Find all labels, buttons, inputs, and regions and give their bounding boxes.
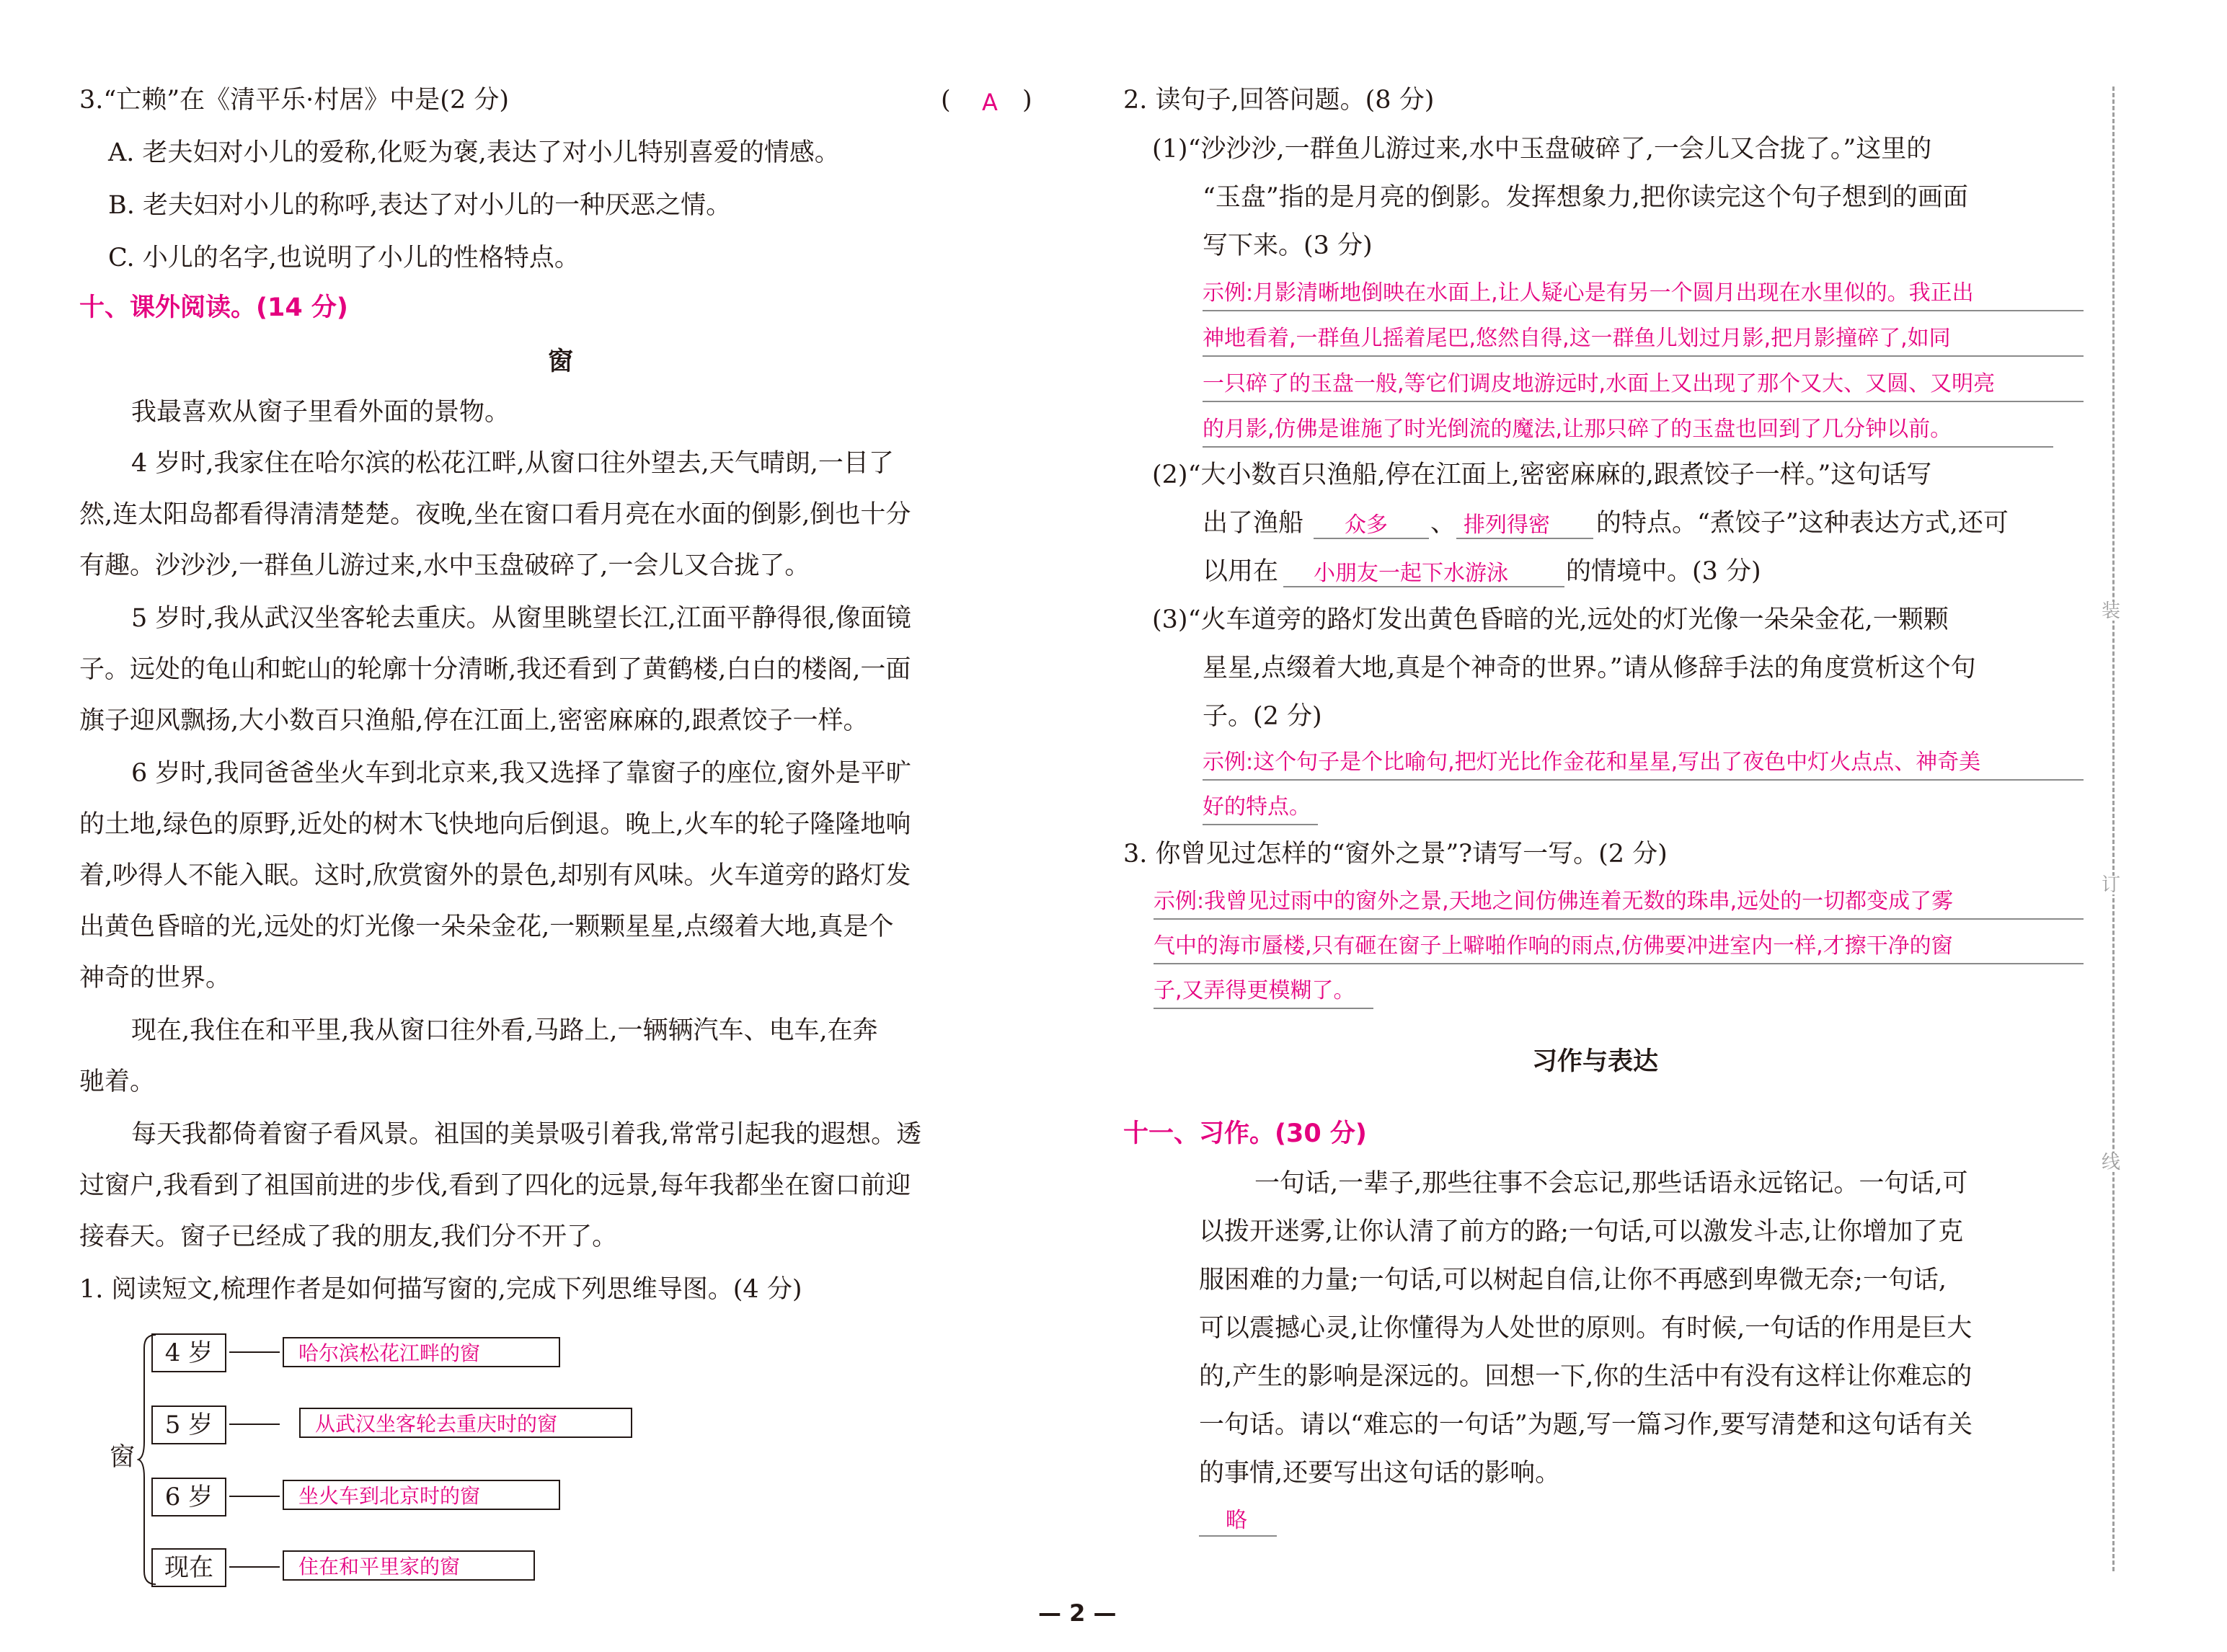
q2-2-line: 的情境中。(3 分) bbox=[1566, 557, 1761, 586]
mind-map-age-box: 4 岁 bbox=[151, 1333, 226, 1372]
essay-line: 服困难的力量;一句话,可以树起自信,让你不再感到卑微无奈;一句话, bbox=[1199, 1266, 1947, 1294]
q3-option-b: B. 老夫妇对小儿的称呼,表达了对小儿的一种厌恶之情。 bbox=[108, 191, 732, 220]
mind-map-connector bbox=[229, 1351, 280, 1353]
q3-paren-close: ) bbox=[1022, 86, 1032, 115]
q2-1-answer-line: 示例:月影清晰地倒映在水面上,让人疑心是有另一个圆月出现在水里似的。我正出 bbox=[1203, 280, 1974, 306]
binding-mark: 订 bbox=[2102, 874, 2121, 896]
binding-mark: 线 bbox=[2102, 1152, 2121, 1173]
passage-line: 有趣。沙沙沙,一群鱼儿游过来,水中玉盘破碎了,一会儿又合拢了。 bbox=[79, 551, 810, 580]
answer-rule bbox=[1203, 779, 2084, 781]
q2-title: 2. 读句子,回答问题。(8 分) bbox=[1123, 86, 1435, 115]
mind-map-age-box: 5 岁 bbox=[151, 1405, 226, 1444]
q2-2-blank-1: 众多 bbox=[1345, 512, 1388, 538]
q3-paren-open: ( bbox=[941, 86, 951, 115]
q3-option-c: C. 小儿的名字,也说明了小儿的性格特点。 bbox=[108, 244, 580, 272]
blank-underline bbox=[1456, 538, 1593, 539]
essay-line: 一句话,一辈子,那些往事不会忘记,那些话语永远铭记。一句话,可 bbox=[1254, 1169, 1968, 1198]
passage-line: 驰着。 bbox=[79, 1067, 156, 1096]
mind-map-connector bbox=[229, 1496, 280, 1497]
passage-line: 4 岁时,我家住在哈尔滨的松花江畔,从窗口往外望去,天气晴朗,一目了 bbox=[131, 449, 894, 478]
passage-line: 出黄色昏暗的光,远处的灯光像一朵朵金花,一颗颗星星,点缀着大地,真是个 bbox=[79, 912, 894, 941]
mind-map-answer: 住在和平里家的窗 bbox=[283, 1550, 535, 1581]
mind-map-answer: 从武汉坐客轮去重庆时的窗 bbox=[299, 1408, 632, 1438]
q2-1-line: (1)“沙沙沙,一群鱼儿游过来,水中玉盘破碎了,一会儿又合拢了。”这里的 bbox=[1152, 135, 1932, 164]
section-11-heading: 十一、习作。(30 分) bbox=[1123, 1119, 1367, 1148]
mind-map-age-box: 现在 bbox=[151, 1548, 226, 1587]
q2-1-line: 写下来。(3 分) bbox=[1203, 231, 1373, 260]
essay-line: 的事情,还要写出这句话的影响。 bbox=[1199, 1459, 1561, 1488]
page-number: — 2 — bbox=[1038, 1599, 1117, 1627]
essay-answer: 略 bbox=[1226, 1508, 1247, 1533]
answer-rule bbox=[1203, 446, 2053, 448]
q2-3-line: 子。(2 分) bbox=[1203, 702, 1322, 731]
q3-right-answer-line: 子,又弄得更模糊了。 bbox=[1154, 978, 1355, 1003]
blank-underline bbox=[1314, 538, 1429, 539]
q3-right-answer-line: 示例:我曾见过雨中的窗外之景,天地之间仿佛连着无数的珠串,远处的一切都变成了雾 bbox=[1154, 889, 1954, 914]
mind-map-connector bbox=[229, 1424, 280, 1425]
essay-line: 以拨开迷雾,让你认清了前方的路;一句话,可以激发斗志,让你增加了克 bbox=[1199, 1217, 1964, 1246]
q3-option-a: A. 老夫妇对小儿的爱称,化贬为褒,表达了对小儿特别喜爱的情感。 bbox=[108, 138, 840, 167]
passage-line: 每天我都倚着窗子看风景。祖国的美景吸引着我,常常引起我的遐想。透 bbox=[131, 1120, 922, 1149]
answer-rule bbox=[1154, 918, 2084, 920]
answer-rule bbox=[1203, 824, 1318, 825]
mind-map-age-box: 6 岁 bbox=[151, 1478, 226, 1516]
passage-line: 过窗户,我看到了祖国前进的步伐,看到了四化的远景,每年我都坐在窗口前迎 bbox=[79, 1171, 911, 1200]
q2-3-answer-line: 示例:这个句子是个比喻句,把灯光比作金花和星星,写出了夜色中灯火点点、神奇美 bbox=[1203, 750, 1981, 775]
essay-line: 一句话。请以“难忘的一句话”为题,写一篇习作,要写清楚和这句话有关 bbox=[1199, 1411, 1973, 1439]
binding-dashed-line bbox=[2112, 86, 2115, 1571]
passage-line: 现在,我住在和平里,我从窗口往外看,马路上,一辆辆汽车、电车,在奔 bbox=[131, 1016, 878, 1045]
mind-map-connector bbox=[229, 1566, 280, 1568]
binding-mark: 装 bbox=[2102, 600, 2121, 622]
passage-line: 子。远处的龟山和蛇山的轮廓十分清晰,我还看到了黄鹤楼,白白的楼阁,一面 bbox=[79, 655, 911, 684]
q2-2-blank-2: 排列得密 bbox=[1464, 512, 1550, 538]
q2-2-line: 出了渔船 bbox=[1203, 509, 1304, 538]
q1-title: 1. 阅读短文,梳理作者是如何描写窗的,完成下列思维导图。(4 分) bbox=[79, 1275, 802, 1304]
passage-line: 6 岁时,我同爸爸坐火车到北京来,我又选择了靠窗子的座位,窗外是平旷 bbox=[131, 759, 911, 788]
q2-2-separator: 、 bbox=[1430, 509, 1456, 538]
passage-line: 5 岁时,我从武汉坐客轮去重庆。从窗里眺望长江,江面平静得很,像面镜 bbox=[131, 604, 911, 633]
q2-1-answer-line: 的月影,仿佛是谁施了时光倒流的魔法,让那只碎了的玉盘也回到了几分钟以前。 bbox=[1203, 417, 1952, 442]
section-10-heading: 十、课外阅读。(14 分) bbox=[79, 293, 348, 322]
essay-line: 可以震撼心灵,让你懂得为人处世的原则。有时候,一句话的作用是巨大 bbox=[1199, 1314, 1973, 1343]
mind-map-answer: 坐火车到北京时的窗 bbox=[283, 1480, 560, 1510]
passage-line: 着,吵得人不能入眠。这时,欣赏窗外的景色,却别有风味。火车道旁的路灯发 bbox=[79, 861, 911, 890]
answer-rule bbox=[1203, 310, 2084, 311]
answer-rule bbox=[1203, 401, 2084, 402]
essay-line: 的,产生的影响是深远的。回想一下,你的生活中有没有这样让你难忘的 bbox=[1199, 1362, 1973, 1391]
q2-1-answer-line: 一只碎了的玉盘一般,等它们调皮地游远时,水面上又出现了那个又大、又圆、又明亮 bbox=[1203, 371, 1996, 396]
passage-line: 接春天。窗子已经成了我的朋友,我们分不开了。 bbox=[79, 1222, 618, 1251]
passage-line: 的土地,绿色的原野,近处的树木飞快地向后倒退。晚上,火车的轮子隆隆地响 bbox=[79, 810, 911, 839]
q2-1-answer-line: 神地看着,一群鱼儿摇着尾巴,悠然自得,这一群鱼儿划过月影,把月影撞碎了,如同 bbox=[1203, 326, 1951, 351]
passage-line: 旗子迎风飘扬,大小数百只渔船,停在江面上,密密麻麻的,跟煮饺子一样。 bbox=[79, 706, 869, 735]
passage-title: 窗 bbox=[548, 347, 574, 376]
q2-2-line: 的特点。“煮饺子”这种表达方式,还可 bbox=[1596, 509, 2009, 538]
section-heading: 习作与表达 bbox=[1532, 1047, 1659, 1076]
answer-rule bbox=[1199, 1535, 1277, 1537]
answer-rule bbox=[1203, 355, 2084, 357]
q3-answer: A bbox=[982, 89, 998, 116]
blank-underline bbox=[1283, 586, 1564, 587]
mind-map-answer: 哈尔滨松花江畔的窗 bbox=[283, 1337, 560, 1367]
q2-1-line: “玉盘”指的是月亮的倒影。发挥想象力,把你读完这个句子想到的画面 bbox=[1203, 183, 1968, 212]
answer-rule bbox=[1154, 1008, 1373, 1009]
q3-title: 3.“亡赖”在《清平乐·村居》中是(2 分) bbox=[79, 86, 510, 115]
answer-rule bbox=[1154, 963, 2084, 964]
q2-2-line: 以用在 bbox=[1203, 557, 1279, 586]
q2-3-line: (3)“火车道旁的路灯发出黄色昏暗的光,远处的灯光像一朵朵金花,一颗颗 bbox=[1152, 605, 1949, 634]
q2-2-line: (2)“大小数百只渔船,停在江面上,密密麻麻的,跟煮饺子一样。”这句话写 bbox=[1152, 461, 1932, 489]
q2-3-line: 星星,点缀着大地,真是个神奇的世界。”请从修辞手法的角度赏析这个句 bbox=[1203, 654, 1976, 683]
passage-line: 我最喜欢从窗子里看外面的景物。 bbox=[131, 398, 510, 427]
mind-map-root: 窗 bbox=[110, 1443, 136, 1472]
q2-2-blank-3: 小朋友一起下水游泳 bbox=[1314, 561, 1508, 586]
passage-line: 神奇的世界。 bbox=[79, 964, 231, 992]
q2-3-answer-line: 好的特点。 bbox=[1203, 794, 1311, 820]
q3-right-answer-line: 气中的海市蜃楼,只有砸在窗子上噼啪作响的雨点,仿佛要冲进室内一样,才擦干净的窗 bbox=[1154, 933, 1953, 959]
passage-line: 然,连太阳岛都看得清清楚楚。夜晚,坐在窗口看月亮在水面的倒影,倒也十分 bbox=[79, 500, 911, 529]
q3-right-title: 3. 你曾见过怎样的“窗外之景”?请写一写。(2 分) bbox=[1123, 840, 1668, 869]
